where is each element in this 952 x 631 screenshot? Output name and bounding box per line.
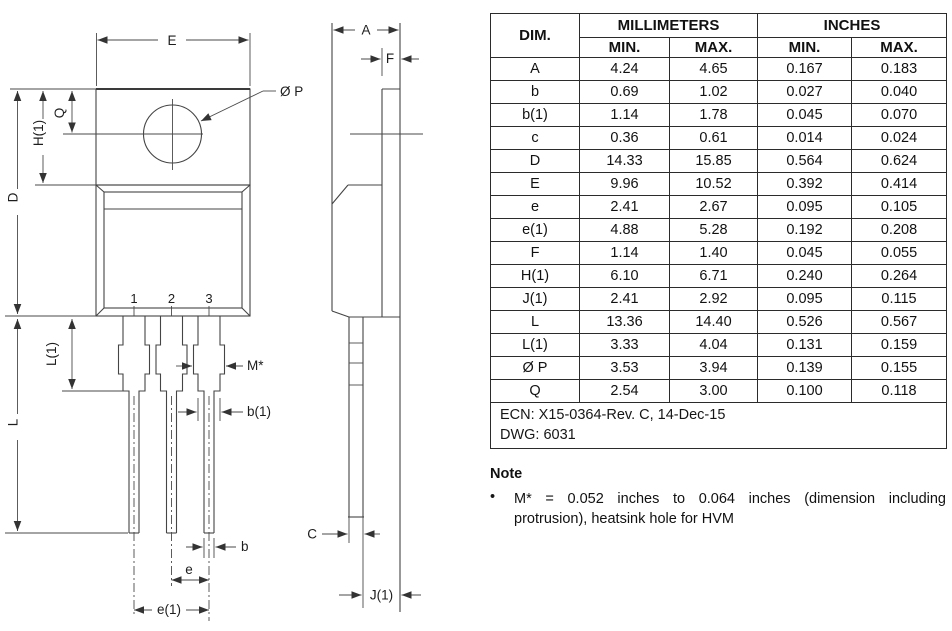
dim-label-M: M* <box>247 358 264 373</box>
cell-mm-max: 14.40 <box>670 311 758 334</box>
side-body-chamfer <box>332 311 349 317</box>
table-row <box>491 311 947 334</box>
body-chamfer <box>242 308 250 316</box>
table-row <box>491 58 947 81</box>
cell-mm-max: 3.00 <box>670 380 758 403</box>
table-row <box>491 242 947 265</box>
cell-in-min: 0.095 <box>758 196 852 219</box>
pin-1 <box>119 316 150 616</box>
cell-in-max: 0.414 <box>852 173 947 196</box>
tab-outline <box>96 89 250 185</box>
cell-in-min: 0.045 <box>758 242 852 265</box>
cell-mm-min: 3.53 <box>580 357 670 380</box>
dim-label-e: e <box>185 562 193 577</box>
cell-mm-min: 1.14 <box>580 104 670 127</box>
note-heading: Note <box>490 466 523 482</box>
cell-mm-max: 1.02 <box>670 81 758 104</box>
cell-in-min: 0.526 <box>758 311 852 334</box>
cell-dim: E <box>491 173 580 196</box>
dim-label-H1: H(1) <box>31 119 46 147</box>
cell-in-max: 0.159 <box>852 334 947 357</box>
dim-label-b: b <box>241 539 249 554</box>
col-group-millimeters: MILLIMETERS <box>580 14 758 38</box>
pin-3-label: 3 <box>205 291 213 306</box>
cell-mm-max: 4.04 <box>670 334 758 357</box>
cell-in-min: 0.027 <box>758 81 852 104</box>
cell-dim: Ø P <box>491 357 580 380</box>
cell-mm-max: 1.78 <box>670 104 758 127</box>
pin-2 <box>156 316 187 586</box>
cell-dim: H(1) <box>491 265 580 288</box>
cell-dim: Q <box>491 380 580 403</box>
dwg-text: DWG: 6031 <box>500 427 576 443</box>
cell-in-min: 0.392 <box>758 173 852 196</box>
table-row <box>491 104 947 127</box>
pin-1-label: 1 <box>130 291 138 306</box>
table-row <box>491 288 947 311</box>
cell-dim: b <box>491 81 580 104</box>
dim-label-P: Ø P <box>280 84 304 99</box>
note-bullet: • <box>490 489 496 505</box>
side-body-chamfer <box>332 185 348 204</box>
cell-in-min: 0.045 <box>758 104 852 127</box>
cell-mm-max: 2.92 <box>670 288 758 311</box>
cell-in-min: 0.014 <box>758 127 852 150</box>
cell-in-min: 0.139 <box>758 357 852 380</box>
body-chamfer <box>242 185 250 192</box>
table-row <box>491 265 947 288</box>
table-row <box>491 150 947 173</box>
cell-in-min: 0.167 <box>758 58 852 81</box>
ecn-text: ECN: X15-0364-Rev. C, 14-Dec-15 <box>500 407 726 423</box>
col-group-inches: INCHES <box>758 14 947 38</box>
cell-dim: F <box>491 242 580 265</box>
hole-leader <box>201 91 263 121</box>
col-header-dim: DIM. <box>491 14 580 58</box>
cell-in-max: 0.040 <box>852 81 947 104</box>
side-view <box>307 23 423 613</box>
cell-mm-max: 5.28 <box>670 219 758 242</box>
note-text: M* = 0.052 inches to 0.064 inches (dimension including protrusion), heatsink hole for HVM <box>514 491 946 527</box>
table-row <box>491 380 947 403</box>
cell-mm-min: 1.14 <box>580 242 670 265</box>
cell-in-max: 0.183 <box>852 58 947 81</box>
cell-dim: L(1) <box>491 334 580 357</box>
cell-dim: L <box>491 311 580 334</box>
ecn-cell <box>491 403 947 449</box>
cell-mm-min: 2.41 <box>580 288 670 311</box>
cell-mm-min: 4.88 <box>580 219 670 242</box>
table-row <box>491 196 947 219</box>
cell-mm-min: 2.54 <box>580 380 670 403</box>
col-header-mm-min: MIN. <box>580 38 670 58</box>
dim-label-Q: Q <box>52 107 67 119</box>
cell-in-max: 0.105 <box>852 196 947 219</box>
cell-in-max: 0.155 <box>852 357 947 380</box>
col-header-in-max: MAX. <box>852 38 947 58</box>
dimension-table <box>490 13 946 449</box>
cell-mm-max: 10.52 <box>670 173 758 196</box>
cell-in-max: 0.264 <box>852 265 947 288</box>
table-row <box>491 173 947 196</box>
table-row <box>491 127 947 150</box>
cell-mm-min: 3.33 <box>580 334 670 357</box>
table-row <box>491 219 947 242</box>
cell-dim: e <box>491 196 580 219</box>
table-row <box>491 81 947 104</box>
cell-in-min: 0.100 <box>758 380 852 403</box>
pin-3 <box>194 316 225 621</box>
cell-mm-min: 0.36 <box>580 127 670 150</box>
dim-label-e1: e(1) <box>156 602 182 617</box>
cell-in-max: 0.567 <box>852 311 947 334</box>
dim-label-L: L <box>5 418 21 427</box>
cell-in-max: 0.070 <box>852 104 947 127</box>
cell-in-max: 0.208 <box>852 219 947 242</box>
pin-2-label: 2 <box>167 291 176 306</box>
cell-mm-min: 2.41 <box>580 196 670 219</box>
table-row <box>491 357 947 380</box>
dim-label-C: C <box>307 526 317 542</box>
col-header-in-min: MIN. <box>758 38 852 58</box>
cell-dim: A <box>491 58 580 81</box>
cell-dim: b(1) <box>491 104 580 127</box>
dim-label-L1: L(1) <box>44 341 59 367</box>
cell-in-max: 0.118 <box>852 380 947 403</box>
cell-mm-max: 0.61 <box>670 127 758 150</box>
cell-dim: D <box>491 150 580 173</box>
dim-label-b1: b(1) <box>247 404 272 419</box>
cell-mm-max: 15.85 <box>670 150 758 173</box>
cell-in-min: 0.095 <box>758 288 852 311</box>
col-header-mm-max: MAX. <box>670 38 758 58</box>
cell-in-min: 0.131 <box>758 334 852 357</box>
cell-in-min: 0.564 <box>758 150 852 173</box>
cell-mm-min: 13.36 <box>580 311 670 334</box>
note-section <box>490 466 946 529</box>
cell-mm-max: 6.71 <box>670 265 758 288</box>
cell-mm-max: 1.40 <box>670 242 758 265</box>
cell-mm-min: 6.10 <box>580 265 670 288</box>
cell-dim: e(1) <box>491 219 580 242</box>
cell-mm-max: 4.65 <box>670 58 758 81</box>
cell-in-max: 0.115 <box>852 288 947 311</box>
cell-mm-min: 14.33 <box>580 150 670 173</box>
dim-label-F: F <box>385 51 395 66</box>
table-row <box>491 334 947 357</box>
dim-label-A: A <box>361 22 371 38</box>
cell-dim: J(1) <box>491 288 580 311</box>
cell-mm-max: 2.67 <box>670 196 758 219</box>
cell-mm-min: 9.96 <box>580 173 670 196</box>
body-chamfer <box>96 308 104 316</box>
dim-label-J1: J(1) <box>369 587 394 603</box>
front-view <box>5 33 303 621</box>
cell-in-min: 0.240 <box>758 265 852 288</box>
cell-dim: c <box>491 127 580 150</box>
cell-mm-min: 0.69 <box>580 81 670 104</box>
cell-in-max: 0.055 <box>852 242 947 265</box>
cell-in-max: 0.024 <box>852 127 947 150</box>
body-chamfer <box>96 185 104 192</box>
cell-mm-min: 4.24 <box>580 58 670 81</box>
cell-in-min: 0.192 <box>758 219 852 242</box>
dim-label-E: E <box>167 33 177 48</box>
cell-in-max: 0.624 <box>852 150 947 173</box>
cell-mm-max: 3.94 <box>670 357 758 380</box>
dim-label-D: D <box>5 192 21 203</box>
